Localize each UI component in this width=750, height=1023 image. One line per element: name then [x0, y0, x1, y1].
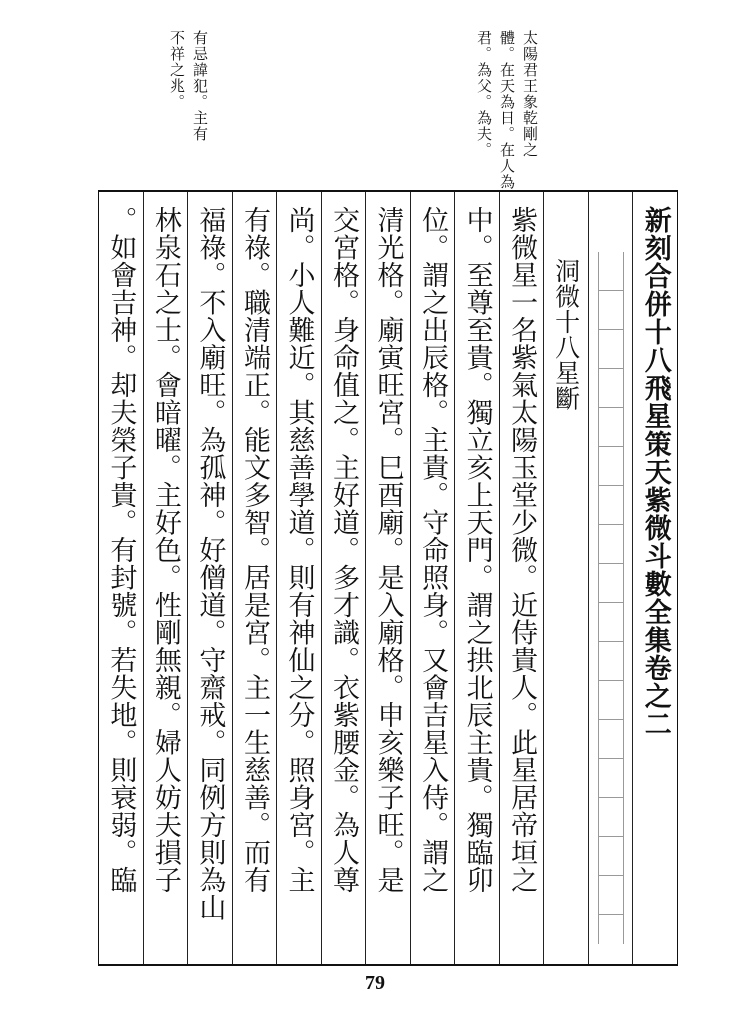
- margin-note-left: [168, 30, 208, 142]
- text-column: [499, 192, 544, 964]
- text-frame: [98, 190, 678, 966]
- text-column: [321, 192, 366, 964]
- text-line: 清光格。廟寅旺宮。巳酉廟。是入廟格。申亥樂子旺。是: [372, 206, 404, 894]
- text-line: 位。謂之出辰格。主貴。守命照身。又會吉星入侍。謂之: [417, 206, 449, 894]
- ruled-blank-column: [588, 192, 633, 964]
- text-line: 有祿。職清端正。能文多智。居是宮。主一生慈善。而有: [238, 206, 270, 894]
- margin-note-right: [475, 30, 538, 190]
- text-line: 。如會吉神。却夫榮子貴。有封號。若失地。則衰弱。臨: [105, 206, 137, 894]
- margin-note-line: 有忌諱犯。主有: [191, 30, 209, 142]
- book-title: 新刻合併十八飛星策天紫微斗數全集卷之二: [639, 206, 671, 738]
- text-column: [187, 192, 232, 964]
- margin-note-line: 不祥之兆。: [168, 30, 186, 110]
- ruled-cells: [598, 252, 624, 944]
- margin-note-line: 太陽君王象乾剛之: [521, 30, 539, 158]
- margin-note-line: 體。在天為日。在人為: [498, 30, 516, 190]
- margin-note-line: 君。為父。為夫。: [475, 30, 493, 158]
- text-line: 中。至尊至貴。獨立亥上天門。謂之拱北辰主貴。獨臨卯: [461, 206, 493, 894]
- text-line: 尚。小人難近。其慈善學道。則有神仙之分。照身宮。主: [283, 206, 315, 894]
- text-line: 福祿。不入廟旺。為孤神。好僧道。守齋戒。同例方則為山: [194, 206, 226, 921]
- page-number: 79: [365, 972, 385, 994]
- text-column: [99, 192, 143, 964]
- text-line: 交宮格。身命值之。主好道。多才識。衣紫腰金。為人尊: [328, 206, 360, 894]
- text-column: [276, 192, 321, 964]
- text-column: [232, 192, 277, 964]
- text-line: 林泉石之士。會暗曜。主好色。性剛無親。婦人妨夫損子: [149, 206, 181, 894]
- text-line: 紫微星一名紫氣太陽玉堂少微。近侍貴人。此星居帝垣之: [506, 206, 538, 894]
- subtitle-column: [543, 192, 588, 964]
- text-column: [410, 192, 455, 964]
- text-column: [143, 192, 188, 964]
- title-column: [632, 192, 677, 964]
- text-column: [454, 192, 499, 964]
- text-columns: [99, 192, 677, 964]
- text-column: [365, 192, 410, 964]
- section-title: 洞微十八星斷: [551, 258, 581, 411]
